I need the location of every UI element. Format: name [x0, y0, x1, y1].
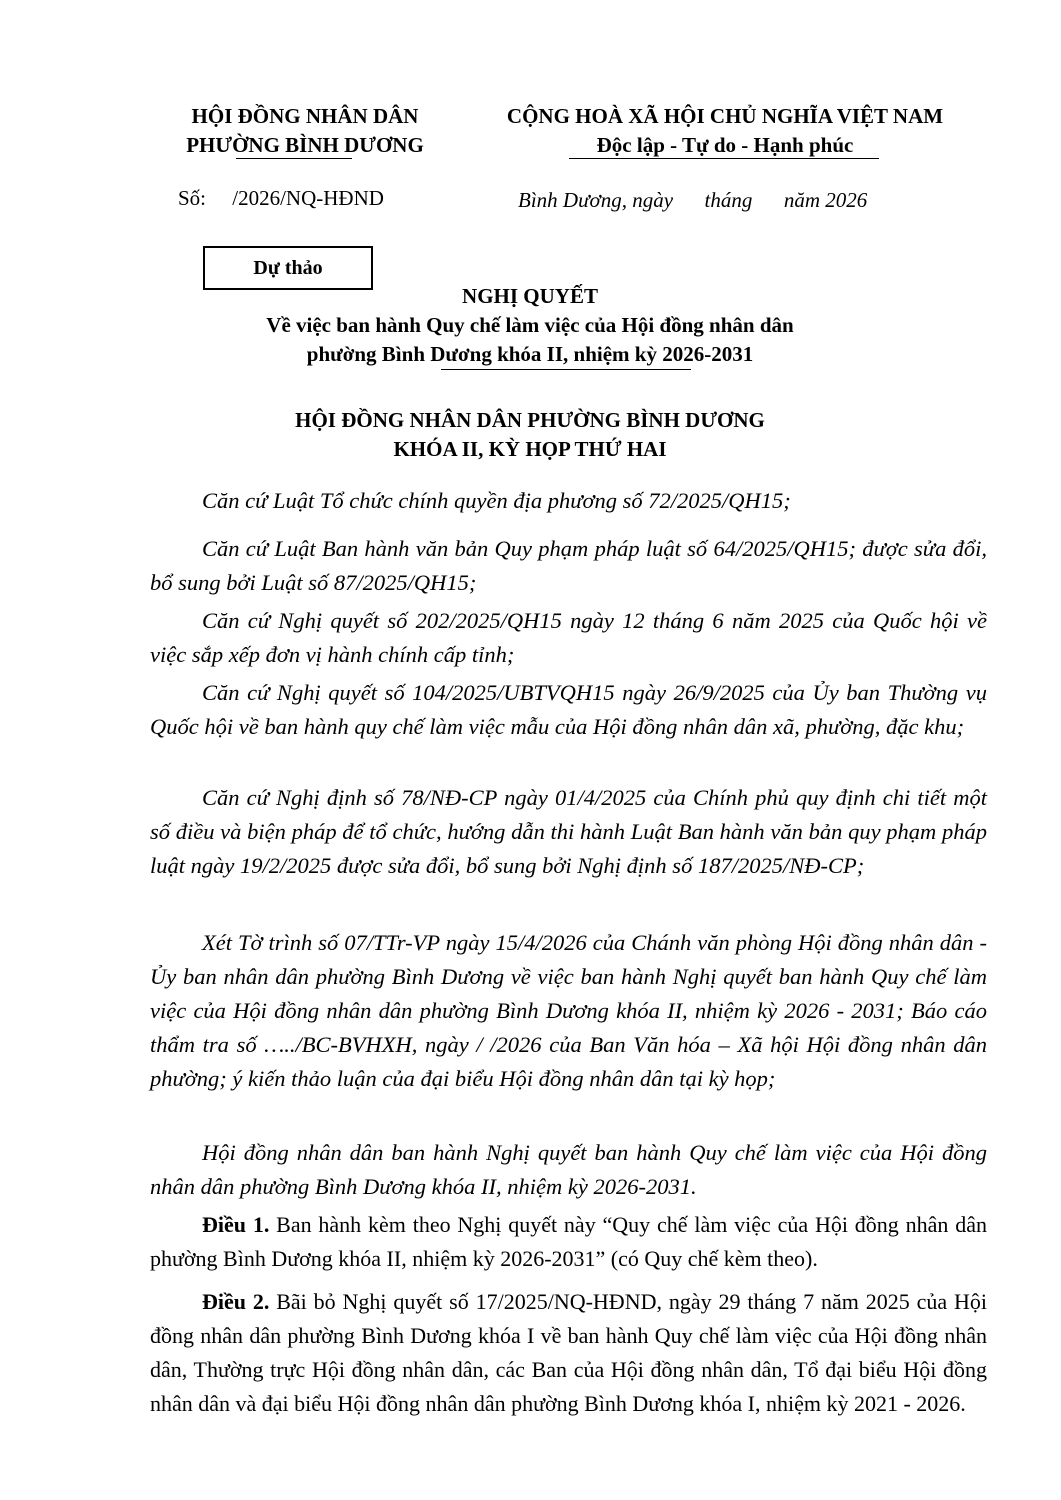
article-1-text: Ban hành kèm theo Nghị quyết này “Quy chế làm việc của Hội đồng nhân dân phường Bình Dương khóa II, nhiệm kỳ 2026-2031” (có Quy chế kèm theo). [150, 1212, 987, 1271]
subject-line-1: Về việc ban hành Quy chế làm việc của Hội đồng nhân dân [266, 313, 794, 337]
legal-basis-1: Căn cứ Luật Tổ chức chính quyền địa phương số 72/2025/QH15; [202, 488, 791, 513]
issuing-body-underline [236, 158, 352, 159]
legal-basis-4: Căn cứ Nghị quyết số 104/2025/UBTVQH15 ngày 26/9/2025 của Ủy ban Thường vụ Quốc hội về ban hành quy chế làm việc mẫu của Hội đồng nhân dân xã, phường, đặc khu; [150, 680, 987, 739]
motto: Độc lập - Tự do - Hạnh phúc [596, 133, 854, 157]
issuer-line-1: HỘI ĐỒNG NHÂN DÂN PHƯỜNG BÌNH DƯƠNG [295, 408, 765, 432]
article-2-label: Điều 2. [202, 1289, 270, 1314]
motto-underline [569, 158, 879, 159]
subject-line-2: phường Bình Dương khóa II, nhiệm kỳ 2026-2031 [306, 342, 754, 366]
place-date: Bình Dương, ngày tháng năm 2026 [518, 188, 868, 212]
national-motto [460, 102, 990, 160]
country-name: CỘNG HOÀ XÃ HỘI CHỦ NGHĨA VIỆT NAM [506, 104, 944, 128]
consideration: Xét Tờ trình số 07/TTr-VP ngày 15/4/2026 của Chánh văn phòng Hội đồng nhân dân - Ủy ban nhân dân phường Bình Dương về việc ban hành Nghị quyết ban hành Quy chế làm việc của Hội đồng nhân dân phường Bình Dương khóa II, nhiệm kỳ 2026 - 2031; Báo cáo thẩm tra số …../BC-BVHXH, ngày / /2026 của Ban Văn hóa – Xã hội Hội đồng nhân dân phường; ý kiến thảo luận của đại biểu Hội đồng nhân dân tại kỳ họp; [150, 930, 987, 1091]
draft-stamp: Dự thảo [203, 246, 373, 290]
article-1-label: Điều 1. [202, 1212, 270, 1237]
legal-basis-3: Căn cứ Nghị quyết số 202/2025/QH15 ngày 12 tháng 6 năm 2025 của Quốc hội về việc sắp xếp đơn vị hành chính cấp tỉnh; [150, 608, 987, 667]
issuer-block [140, 406, 920, 464]
legal-basis-5: Căn cứ Nghị định số 78/NĐ-CP ngày 01/4/2025 của Chính phủ quy định chi tiết một số điều và biện pháp để tổ chức, hướng dẫn thi hành Luật Ban hành văn bản quy phạm pháp luật ngày 19/2/2025 được sửa đổi, bổ sung bởi Nghị định số 187/2025/NĐ-CP; [150, 785, 987, 878]
document-type: NGHỊ QUYẾT [462, 284, 598, 308]
issuing-body [140, 102, 470, 160]
issuer-line-2: KHÓA II, KỲ HỌP THỨ HAI [393, 437, 667, 461]
resolution-title [140, 282, 920, 369]
article-2 [150, 1285, 987, 1421]
issuance-statement: Hội đồng nhân dân ban hành Nghị quyết ban hành Quy chế làm việc của Hội đồng nhân dân phường Bình Dương khóa II, nhiệm kỳ 2026-2031. [150, 1140, 987, 1199]
document-number: Số: /2026/NQ-HĐND [178, 186, 384, 210]
issuing-body-line2: PHƯỜNG BÌNH DƯƠNG [186, 133, 424, 157]
article-2-text: Bãi bỏ Nghị quyết số 17/2025/NQ-HĐND, ngày 29 tháng 7 năm 2025 của Hội đồng nhân dân phường Bình Dương khóa I về ban hành Quy chế làm việc của Hội đồng nhân dân, Thường trực Hội đồng nhân dân, các Ban của Hội đồng nhân dân, Tổ đại biểu Hội đồng nhân dân và đại biểu Hội đồng nhân dân phường Bình Dương khóa I, nhiệm kỳ 2021 - 2026. [150, 1289, 987, 1416]
title-underline [441, 369, 691, 370]
issuing-body-line1: HỘI ĐỒNG NHÂN DÂN [191, 104, 419, 128]
legal-basis-2: Căn cứ Luật Ban hành văn bản Quy phạm pháp luật số 64/2025/QH15; được sửa đổi, bổ sung bởi Luật số 87/2025/QH15; [150, 536, 987, 595]
article-1 [150, 1208, 987, 1276]
